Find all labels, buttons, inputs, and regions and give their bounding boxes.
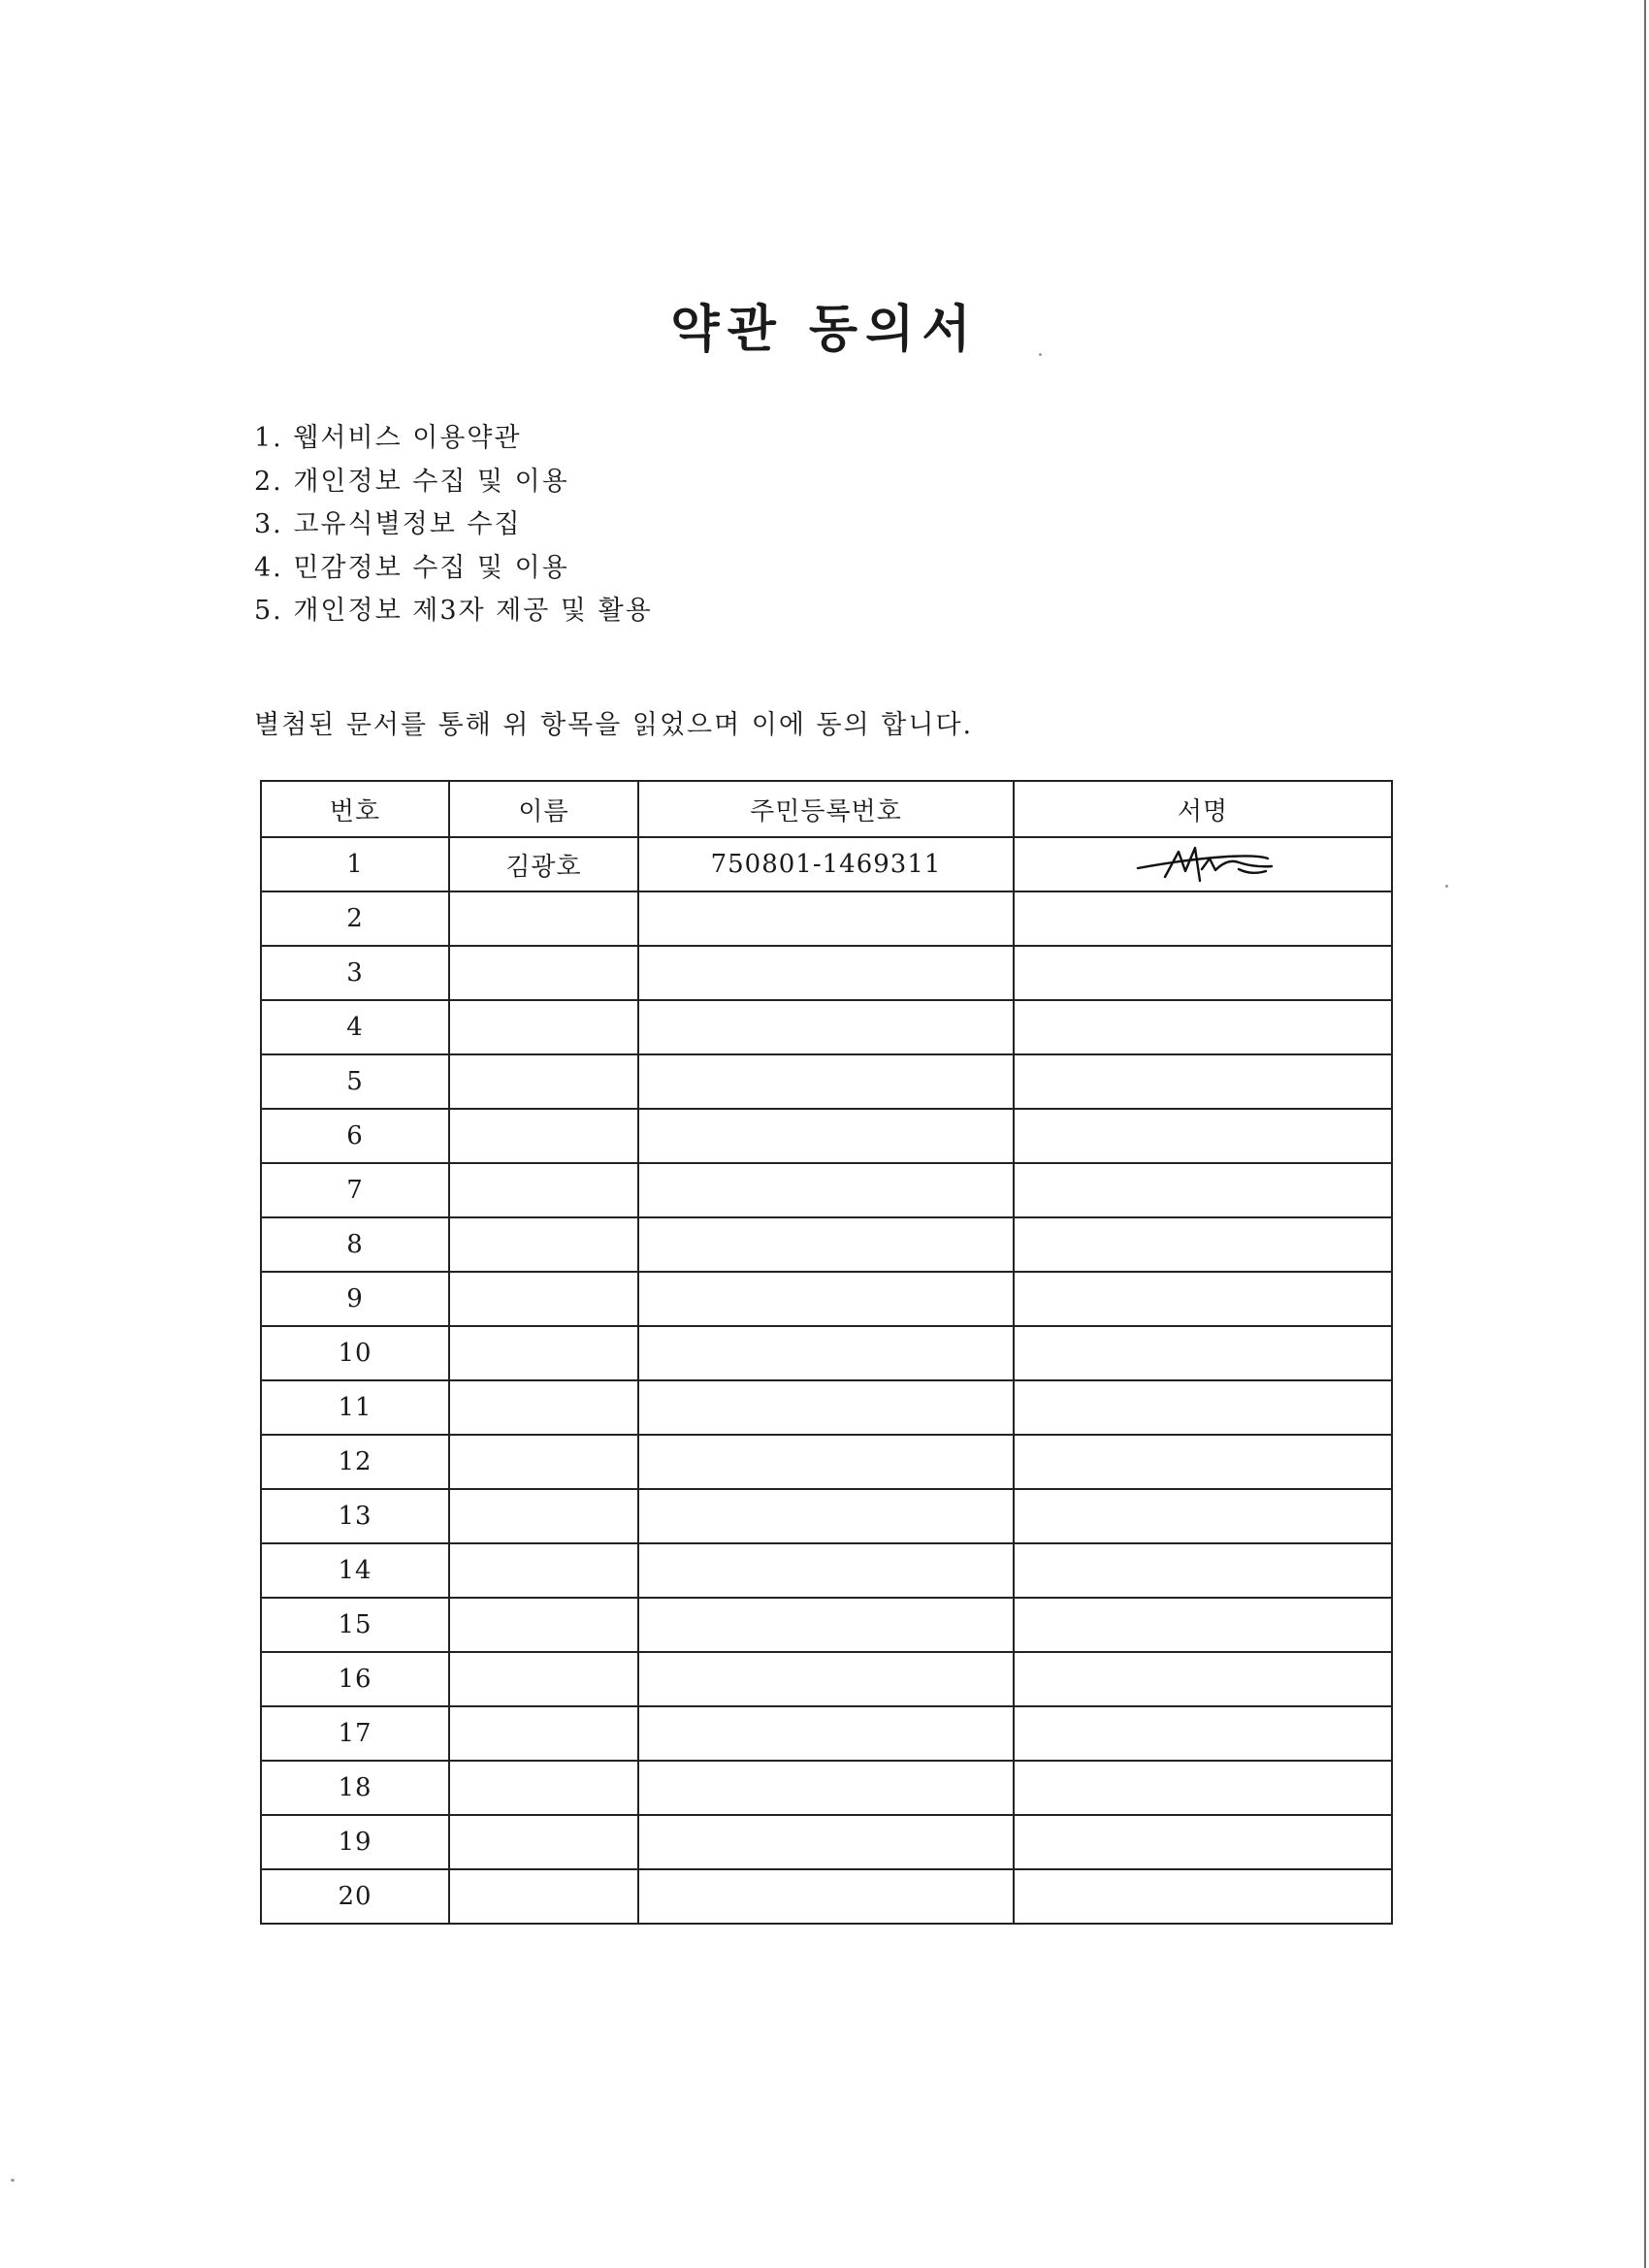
terms-item: 1. 웹서비스 이용약관: [254, 423, 522, 453]
row-name-cell: [449, 1054, 638, 1109]
row-name-cell: [449, 1272, 638, 1326]
row-signature-cell: [1014, 1054, 1392, 1109]
scan-speck: [1445, 885, 1448, 888]
header-name: 이름: [449, 781, 638, 837]
table-row: [261, 946, 1392, 1000]
row-number-cell: 17: [261, 1706, 449, 1761]
table-row: [261, 1652, 1392, 1706]
row-signature-cell: [1014, 1761, 1392, 1815]
row-signature-cell: [1014, 1598, 1392, 1652]
row-signature-cell: [1014, 1272, 1392, 1326]
row-number-cell: 1: [261, 837, 449, 891]
row-name-cell: [449, 1598, 638, 1652]
row-name-cell: [449, 1706, 638, 1761]
row-signature-cell: [1014, 837, 1392, 891]
row-number-cell: 7: [261, 1163, 449, 1217]
row-resident-number-cell: [638, 1652, 1014, 1706]
row-name-cell: [449, 1543, 638, 1598]
header-number: 번호: [261, 781, 449, 837]
table-row: [261, 1217, 1392, 1272]
terms-item: 2. 개인정보 수집 및 이용: [254, 466, 569, 497]
table-row: [261, 1109, 1392, 1163]
row-resident-number-cell: [638, 1598, 1014, 1652]
header-resident-number: 주민등록번호: [638, 781, 1014, 837]
consent-statement: 별첨된 문서를 통해 위 항목을 읽었으며 이에 동의 합니다.: [254, 710, 974, 740]
row-name-cell: [449, 1217, 638, 1272]
table-row: [261, 1543, 1392, 1598]
signers-table: [260, 780, 1393, 1925]
signer-rows: [261, 837, 1392, 1924]
table-header-row: [261, 781, 1392, 837]
row-signature-cell: [1014, 1000, 1392, 1054]
row-name-cell: [449, 1652, 638, 1706]
row-number-cell: 18: [261, 1761, 449, 1815]
row-number-cell: 6: [261, 1109, 449, 1163]
table-row: [261, 1598, 1392, 1652]
row-number-cell: 8: [261, 1217, 449, 1272]
scan-speck: [11, 2179, 15, 2182]
row-signature-cell: [1014, 1217, 1392, 1272]
terms-list: [254, 417, 653, 633]
row-signature-cell: [1014, 1326, 1392, 1380]
row-name-cell: [449, 1380, 638, 1435]
handwritten-signature: [1130, 842, 1276, 887]
row-signature-cell: [1014, 1109, 1392, 1163]
row-number-cell: 9: [261, 1272, 449, 1326]
row-number-cell: 10: [261, 1326, 449, 1380]
row-number-cell: 5: [261, 1054, 449, 1109]
row-resident-number-cell: [638, 1272, 1014, 1326]
row-number-cell: 12: [261, 1435, 449, 1489]
row-resident-number-cell: [638, 1109, 1014, 1163]
table-row: [261, 1815, 1392, 1869]
table-row: [261, 1163, 1392, 1217]
row-number-cell: 19: [261, 1815, 449, 1869]
row-number-cell: 20: [261, 1869, 449, 1924]
row-name-cell: [449, 1109, 638, 1163]
row-signature-cell: [1014, 1435, 1392, 1489]
row-name-cell: [449, 1869, 638, 1924]
row-name-cell: [449, 1326, 638, 1380]
row-name-cell: [449, 1435, 638, 1489]
row-resident-number-cell: 750801-1469311: [638, 837, 1014, 891]
terms-item: 4. 민감정보 수집 및 이용: [254, 552, 569, 583]
terms-item: 3. 고유식별정보 수집: [254, 509, 522, 539]
row-resident-number-cell: [638, 1815, 1014, 1869]
row-signature-cell: [1014, 891, 1392, 946]
table-row: [261, 837, 1392, 891]
row-signature-cell: [1014, 1380, 1392, 1435]
row-signature-cell: [1014, 1652, 1392, 1706]
table-row: [261, 891, 1392, 946]
row-resident-number-cell: [638, 1054, 1014, 1109]
row-number-cell: 11: [261, 1380, 449, 1435]
row-name-cell: [449, 1761, 638, 1815]
row-name-cell: [449, 1815, 638, 1869]
row-resident-number-cell: [638, 1706, 1014, 1761]
row-resident-number-cell: [638, 1000, 1014, 1054]
row-name-cell: [449, 1000, 638, 1054]
row-name-cell: [449, 891, 638, 946]
row-resident-number-cell: [638, 1435, 1014, 1489]
row-resident-number-cell: [638, 1380, 1014, 1435]
table-row: [261, 1272, 1392, 1326]
row-signature-cell: [1014, 1163, 1392, 1217]
row-signature-cell: [1014, 1543, 1392, 1598]
row-resident-number-cell: [638, 1869, 1014, 1924]
table-row: [261, 1326, 1392, 1380]
row-resident-number-cell: [638, 946, 1014, 1000]
table-row: [261, 1489, 1392, 1543]
document-title: 약관 동의서: [670, 299, 979, 359]
row-resident-number-cell: [638, 1217, 1014, 1272]
table-row: [261, 1435, 1392, 1489]
row-signature-cell: [1014, 946, 1392, 1000]
table-row: [261, 1380, 1392, 1435]
header-signature: 서명: [1014, 781, 1392, 837]
row-name-cell: 김광호: [449, 837, 638, 891]
table-row: [261, 1054, 1392, 1109]
row-resident-number-cell: [638, 1761, 1014, 1815]
table-row: [261, 1706, 1392, 1761]
row-name-cell: [449, 1489, 638, 1543]
row-signature-cell: [1014, 1815, 1392, 1869]
table-row: [261, 1000, 1392, 1054]
row-resident-number-cell: [638, 1163, 1014, 1217]
row-number-cell: 14: [261, 1543, 449, 1598]
row-name-cell: [449, 946, 638, 1000]
row-resident-number-cell: [638, 891, 1014, 946]
row-number-cell: 3: [261, 946, 449, 1000]
row-resident-number-cell: [638, 1489, 1014, 1543]
row-number-cell: 4: [261, 1000, 449, 1054]
row-signature-cell: [1014, 1489, 1392, 1543]
terms-item: 5. 개인정보 제3자 제공 및 활용: [254, 596, 653, 626]
row-resident-number-cell: [638, 1326, 1014, 1380]
table-row: [261, 1869, 1392, 1924]
row-resident-number-cell: [638, 1543, 1014, 1598]
row-signature-cell: [1014, 1706, 1392, 1761]
row-number-cell: 15: [261, 1598, 449, 1652]
row-number-cell: 16: [261, 1652, 449, 1706]
table-row: [261, 1761, 1392, 1815]
row-signature-cell: [1014, 1869, 1392, 1924]
row-name-cell: [449, 1163, 638, 1217]
row-number-cell: 2: [261, 891, 449, 946]
row-number-cell: 13: [261, 1489, 449, 1543]
